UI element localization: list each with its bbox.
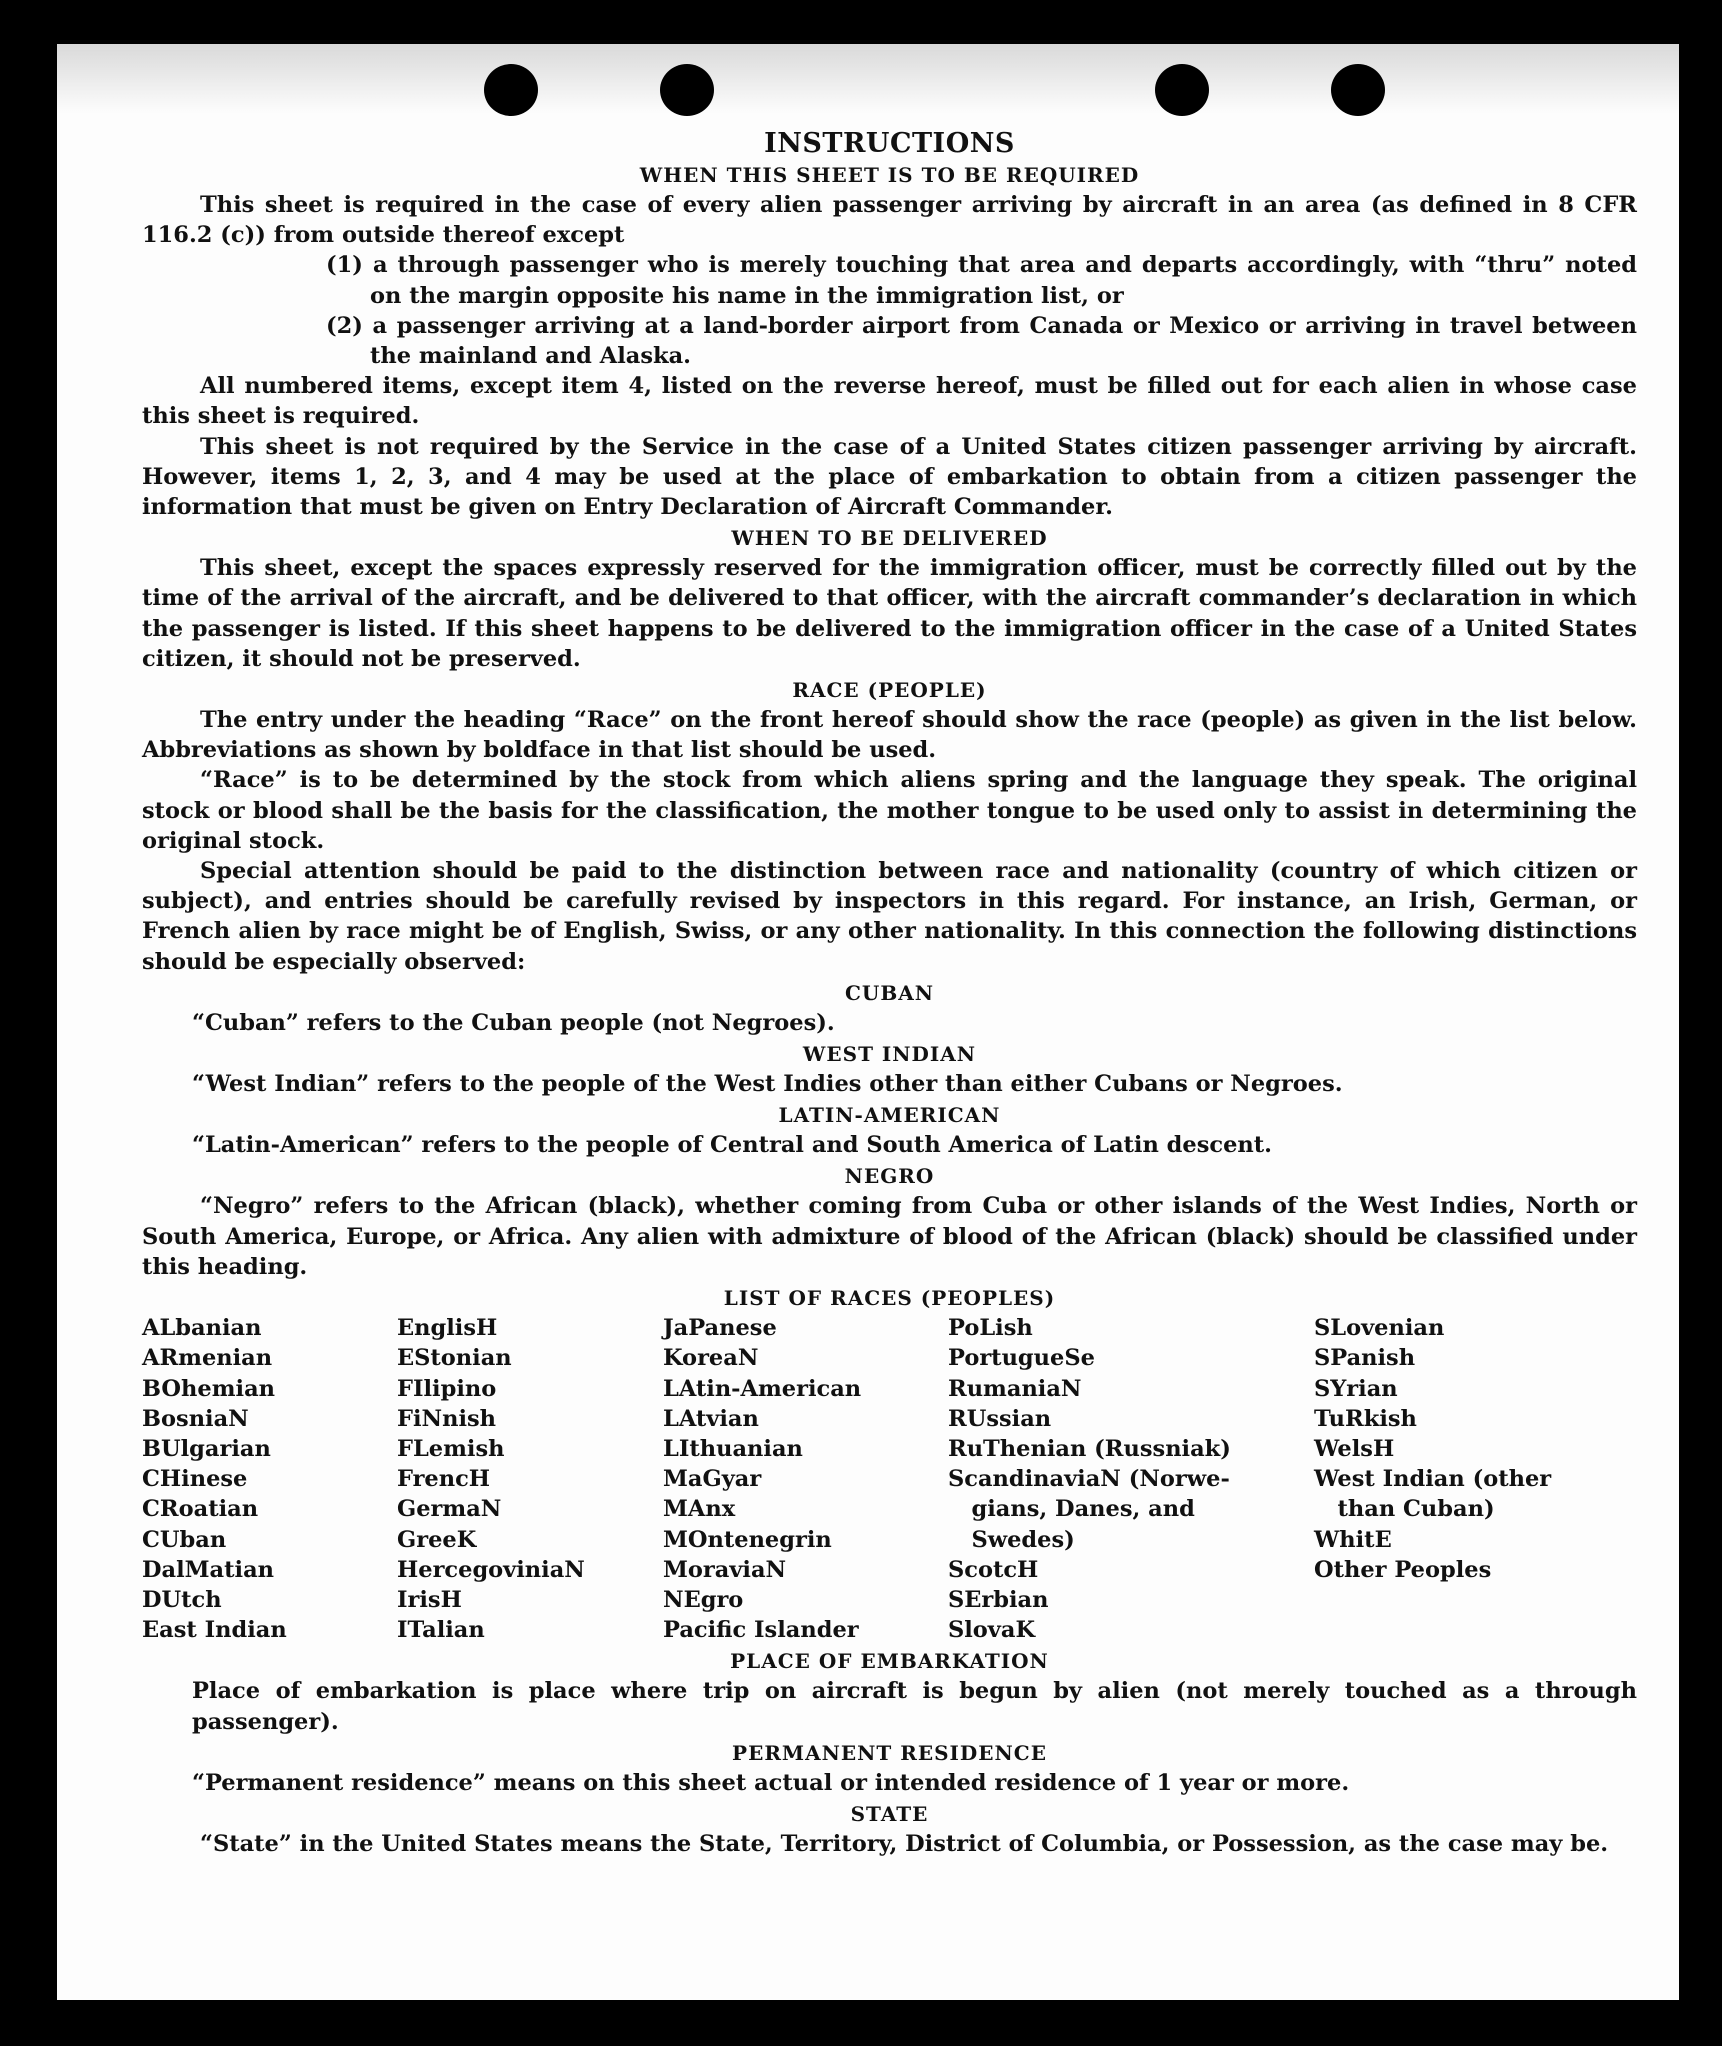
subsection-heading: LATIN-AMERICAN	[778, 1103, 1001, 1128]
races-column	[948, 1313, 1314, 1645]
race-entry: GermaN	[397, 1496, 502, 1523]
list-item: (1) a through passenger who is merely touching that area and departs accordingly, with “thru” noted on the margin opposite his name in the immigration list, or	[326, 252, 1637, 309]
race-entry: PoLish	[948, 1315, 1033, 1342]
race-entry: SlovaK	[948, 1617, 1036, 1644]
race-entry: West Indian (other	[1314, 1466, 1552, 1493]
race-entry: LAtvian	[663, 1405, 759, 1432]
race-entry: MoraviaN	[663, 1556, 787, 1583]
race-entry: FLemish	[397, 1435, 505, 1462]
race-entry: RuThenian (Russniak)	[948, 1435, 1231, 1462]
race-entry: CHinese	[142, 1466, 248, 1493]
race-entry: RUssian	[948, 1405, 1052, 1432]
race-entry: ARmenian	[142, 1345, 273, 1372]
race-entry: than Cuban)	[1314, 1496, 1495, 1523]
race-entry: EStonian	[397, 1345, 512, 1372]
definition: Place of embarkation is place where trip on aircraft is begun by alien (not merely touched as a through passenger).	[192, 1678, 1637, 1735]
section-heading: RACE (PEOPLE)	[792, 678, 987, 703]
race-entry: RumaniaN	[948, 1375, 1082, 1402]
race-entry: SLovenian	[1314, 1315, 1445, 1342]
paragraph: Special attention should be paid to the distinction between race and nationality (country of which citizen or subject), and entries should be carefully revised by inspectors in this regard. For instance, an Irish, German, or French alien by race might be of English, Swiss, or any other nationality. In this connection the following distinctions should be especially observed:	[142, 858, 1637, 975]
race-entry: East Indian	[142, 1617, 287, 1644]
page-title: INSTRUCTIONS	[764, 128, 1015, 159]
race-entry: gians, Danes, and	[948, 1496, 1195, 1523]
race-entry: CRoatian	[142, 1496, 259, 1523]
punch-hole	[484, 64, 538, 116]
race-entry: GreeK	[397, 1526, 477, 1553]
definition: “State” in the United States means the State, Territory, District of Columbia, or Possession, as the case may be.	[200, 1830, 1609, 1857]
instructions-body	[142, 128, 1637, 1859]
race-entry: MAnx	[663, 1496, 736, 1523]
race-entry: KoreaN	[663, 1345, 759, 1372]
race-entry: BosniaN	[142, 1405, 249, 1432]
race-entry: CUban	[142, 1526, 227, 1553]
race-entry: SPanish	[1314, 1345, 1416, 1372]
section-heading: STATE	[850, 1801, 929, 1826]
races-column	[397, 1313, 663, 1645]
race-entry: WelsH	[1314, 1435, 1395, 1462]
list-heading: LIST OF RACES (PEOPLES)	[723, 1286, 1056, 1311]
paragraph: The entry under the heading “Race” on the front hereof should show the race (people) as given in the list below. Abbreviations as shown by boldface in that list should be used.	[142, 707, 1637, 764]
race-entry: LIthuanian	[663, 1435, 803, 1462]
definition: “Latin-American” refers to the people of Central and South America of Latin descent.	[192, 1132, 1272, 1159]
race-entry: MaGyar	[663, 1466, 762, 1493]
definition: “Cuban” refers to the Cuban people (not Negroes).	[192, 1009, 835, 1036]
race-entry: SYrian	[1314, 1375, 1398, 1402]
list-item: (2) a passenger arriving at a land-border airport from Canada or Mexico or arriving in travel between the mainland and Alaska.	[326, 312, 1637, 370]
races-list	[142, 1313, 1637, 1645]
race-entry: JaPanese	[663, 1315, 777, 1342]
race-entry: EnglisH	[397, 1315, 498, 1342]
race-entry: MOntenegrin	[663, 1526, 832, 1553]
races-column	[142, 1313, 397, 1645]
race-entry: ScotcH	[948, 1556, 1039, 1583]
race-entry: DUtch	[142, 1586, 222, 1613]
race-entry: BUlgarian	[142, 1435, 271, 1462]
subsection-heading: NEGRO	[844, 1164, 935, 1189]
race-entry: ScandinaviaN (Norwe-	[948, 1466, 1230, 1493]
document-page	[57, 44, 1679, 2000]
paragraph: This sheet is required in the case of every alien passenger arriving by aircraft in an area (as defined in 8 CFR 116.2 (c)) from outside thereof except	[142, 192, 1637, 249]
races-column	[1314, 1313, 1634, 1645]
race-entry: HercegoviniaN	[397, 1556, 585, 1583]
race-entry: LAtin-American	[663, 1375, 862, 1402]
race-entry: DalMatian	[142, 1556, 275, 1583]
subsection-heading: WEST INDIAN	[802, 1042, 977, 1067]
race-entry: TuRkish	[1314, 1405, 1417, 1432]
section-heading: PERMANENT RESIDENCE	[732, 1740, 1047, 1765]
paragraph: All numbered items, except item 4, listed on the reverse hereof, must be filled out for each alien in whose case this sheet is required.	[142, 373, 1637, 430]
definition: “Negro” refers to the African (black), whether coming from Cuba or other islands of the West Indies, North or South America, Europe, or Africa. Any alien with admixture of blood of the African (black) should be classified under this heading.	[142, 1193, 1637, 1280]
race-entry: NEgro	[663, 1586, 744, 1613]
punch-hole	[660, 64, 714, 116]
punch-hole	[1155, 64, 1209, 116]
definition: “Permanent residence” means on this sheet actual or intended residence of 1 year or more.	[192, 1769, 1350, 1796]
subsection-heading: CUBAN	[844, 980, 935, 1005]
punch-hole	[1331, 64, 1385, 116]
race-entry: WhitE	[1314, 1526, 1392, 1553]
race-entry: SErbian	[948, 1586, 1049, 1613]
paragraph: “Race” is to be determined by the stock from which aliens spring and the language they speak. The original stock or blood shall be the basis for the classification, the mother tongue to be used only to assist in determining the original stock.	[142, 767, 1637, 854]
race-entry: Pacific Islander	[663, 1617, 859, 1644]
paragraph: This sheet is not required by the Service in the case of a United States citizen passenger arriving by aircraft. However, items 1, 2, 3, and 4 may be used at the place of embarkation to obtain from a citizen passenger the information that must be given on Entry Declaration of Aircraft Commander.	[142, 433, 1637, 521]
race-entry: Swedes)	[948, 1526, 1075, 1553]
race-entry: PortugueSe	[948, 1345, 1095, 1372]
race-entry: FrencH	[397, 1466, 491, 1493]
race-entry: ALbanian	[142, 1315, 262, 1342]
race-entry: IrisH	[397, 1586, 462, 1613]
race-entry: FiNnish	[397, 1405, 497, 1432]
section-heading: WHEN THIS SHEET IS TO BE REQUIRED	[639, 163, 1140, 187]
definition: “West Indian” refers to the people of the West Indies other than either Cubans or Negroes.	[192, 1071, 1343, 1098]
races-column	[663, 1313, 948, 1645]
race-entry: FIlipino	[397, 1375, 497, 1402]
race-entry: BOhemian	[142, 1375, 276, 1402]
section-heading: WHEN TO BE DELIVERED	[731, 526, 1048, 551]
section-heading: PLACE OF EMBARKATION	[730, 1649, 1049, 1674]
race-entry: ITalian	[397, 1617, 485, 1644]
paragraph: This sheet, except the spaces expressly reserved for the immigration officer, must be correctly filled out by the time of the arrival of the aircraft, and be delivered to that officer, with the aircraft commander’s declaration in which the passenger is listed. If this sheet happens to be delivered to the immigration officer in the case of a United States citizen, it should not be preserved.	[142, 555, 1637, 672]
race-entry: Other Peoples	[1314, 1556, 1492, 1583]
